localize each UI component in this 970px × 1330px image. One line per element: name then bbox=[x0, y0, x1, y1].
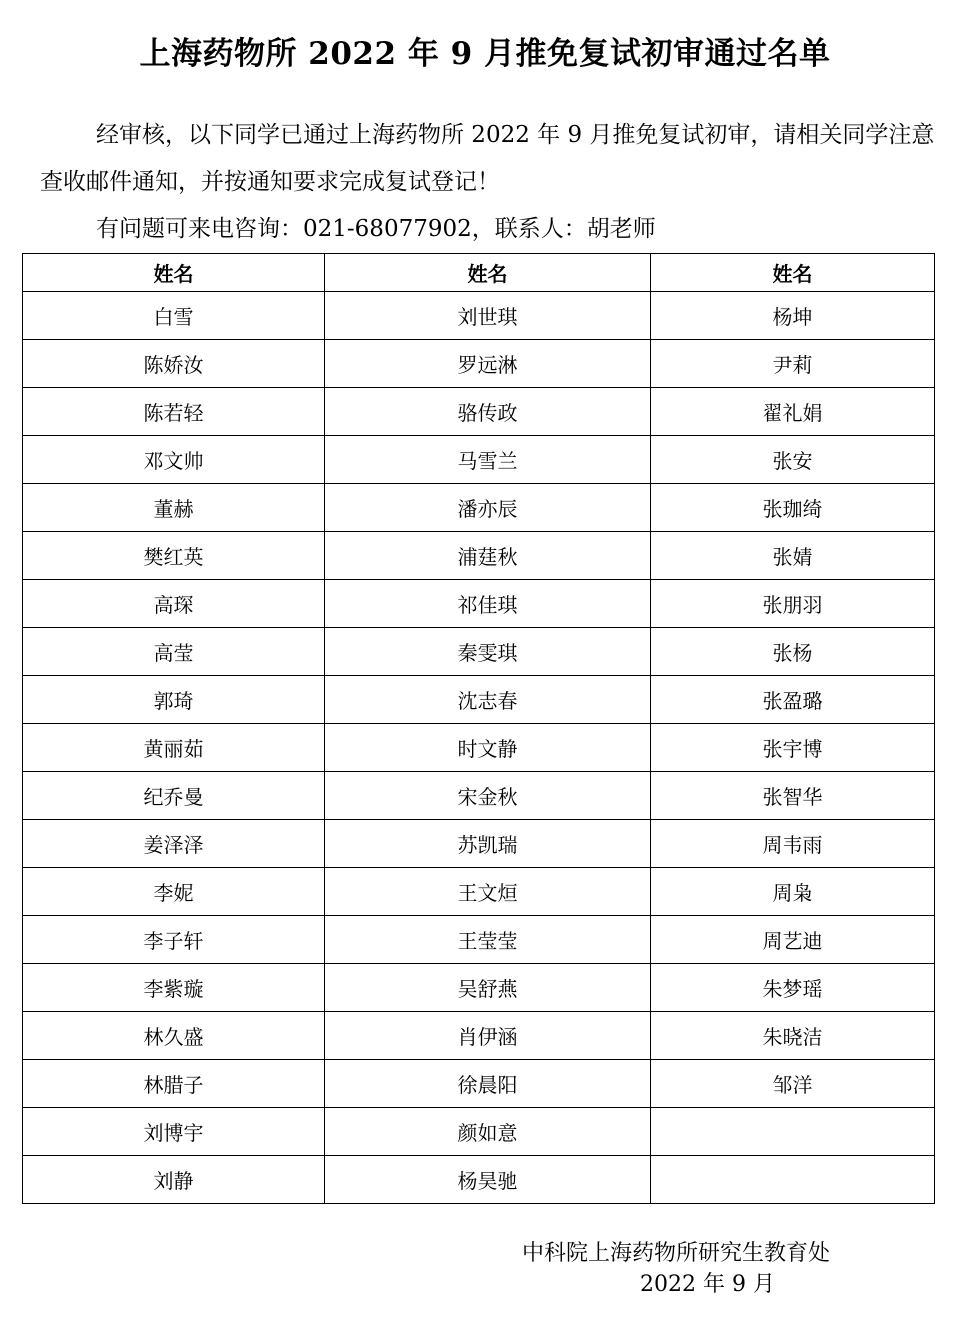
table-row bbox=[23, 724, 935, 772]
name-cell: 姜泽泽 bbox=[23, 820, 325, 868]
name-cell: 林腊子 bbox=[23, 1060, 325, 1108]
name-cell: 潘亦辰 bbox=[325, 484, 651, 532]
column-header: 姓名 bbox=[651, 254, 935, 292]
contact-paragraph: 有问题可来电咨询：021-68077902，联系人：胡老师 bbox=[96, 216, 656, 242]
name-cell: 时文静 bbox=[325, 724, 651, 772]
table-row bbox=[23, 532, 935, 580]
name-cell: 肖伊涵 bbox=[325, 1012, 651, 1060]
name-cell: 马雪兰 bbox=[325, 436, 651, 484]
table-row bbox=[23, 868, 935, 916]
name-cell bbox=[651, 1108, 935, 1156]
table-row bbox=[23, 436, 935, 484]
table-row bbox=[23, 772, 935, 820]
name-cell: 邹洋 bbox=[651, 1060, 935, 1108]
name-cell: 高莹 bbox=[23, 628, 325, 676]
name-cell: 陈若轻 bbox=[23, 388, 325, 436]
name-cell: 周艺迪 bbox=[651, 916, 935, 964]
name-cell: 张安 bbox=[651, 436, 935, 484]
name-cell: 朱晓洁 bbox=[651, 1012, 935, 1060]
name-cell: 张杨 bbox=[651, 628, 935, 676]
name-cell: 杨坤 bbox=[651, 292, 935, 340]
table-row bbox=[23, 1012, 935, 1060]
name-cell: 刘世琪 bbox=[325, 292, 651, 340]
name-cell: 林久盛 bbox=[23, 1012, 325, 1060]
name-cell: 罗远淋 bbox=[325, 340, 651, 388]
name-cell: 李子轩 bbox=[23, 916, 325, 964]
table-row bbox=[23, 916, 935, 964]
table-row bbox=[23, 340, 935, 388]
name-cell: 白雪 bbox=[23, 292, 325, 340]
name-cell: 王莹莹 bbox=[325, 916, 651, 964]
column-header: 姓名 bbox=[325, 254, 651, 292]
name-cell: 郭琦 bbox=[23, 676, 325, 724]
table-row bbox=[23, 388, 935, 436]
name-cell: 周韦雨 bbox=[651, 820, 935, 868]
name-cell: 杨昊驰 bbox=[325, 1156, 651, 1204]
name-cell: 尹莉 bbox=[651, 340, 935, 388]
name-cell: 秦雯琪 bbox=[325, 628, 651, 676]
table-row bbox=[23, 580, 935, 628]
name-cell: 翟礼娟 bbox=[651, 388, 935, 436]
table-row bbox=[23, 484, 935, 532]
name-cell: 沈志春 bbox=[325, 676, 651, 724]
name-cell: 王文烜 bbox=[325, 868, 651, 916]
name-cell: 邓文帅 bbox=[23, 436, 325, 484]
name-cell: 徐晨阳 bbox=[325, 1060, 651, 1108]
name-cell: 颜如意 bbox=[325, 1108, 651, 1156]
notice-paragraph: 经审核，以下同学已通过上海药物所 2022 年 9 月推免复试初审，请相关同学注意查收邮件通知，并按通知要求完成复试登记！ bbox=[40, 122, 935, 195]
names-table bbox=[22, 253, 935, 1204]
name-cell: 朱梦瑶 bbox=[651, 964, 935, 1012]
page-title: 上海药物所 2022 年 9 月推免复试初审通过名单 bbox=[139, 36, 831, 72]
footer-date: 2022 年 9 月 bbox=[640, 1272, 775, 1297]
table-row bbox=[23, 1156, 935, 1204]
table-row bbox=[23, 292, 935, 340]
column-header: 姓名 bbox=[23, 254, 325, 292]
name-cell: 张智华 bbox=[651, 772, 935, 820]
name-cell: 苏凯瑞 bbox=[325, 820, 651, 868]
name-cell: 祁佳琪 bbox=[325, 580, 651, 628]
table-header-row bbox=[23, 254, 935, 292]
name-cell: 宋金秋 bbox=[325, 772, 651, 820]
name-cell: 李紫璇 bbox=[23, 964, 325, 1012]
table-row bbox=[23, 628, 935, 676]
name-cell: 陈娇汝 bbox=[23, 340, 325, 388]
name-cell: 张盈璐 bbox=[651, 676, 935, 724]
name-cell bbox=[651, 1156, 935, 1204]
table-row bbox=[23, 964, 935, 1012]
name-cell: 李妮 bbox=[23, 868, 325, 916]
name-cell: 刘博宇 bbox=[23, 1108, 325, 1156]
name-cell: 骆传政 bbox=[325, 388, 651, 436]
footer-organization: 中科院上海药物所研究生教育处 bbox=[522, 1241, 831, 1266]
name-cell: 张宇博 bbox=[651, 724, 935, 772]
table-row bbox=[23, 820, 935, 868]
name-cell: 高琛 bbox=[23, 580, 325, 628]
name-cell: 张朋羽 bbox=[651, 580, 935, 628]
name-cell: 张珈绮 bbox=[651, 484, 935, 532]
name-cell: 浦莛秋 bbox=[325, 532, 651, 580]
table-row bbox=[23, 676, 935, 724]
table-row bbox=[23, 1060, 935, 1108]
name-cell: 张婧 bbox=[651, 532, 935, 580]
name-cell: 刘静 bbox=[23, 1156, 325, 1204]
name-cell: 周枭 bbox=[651, 868, 935, 916]
name-cell: 董赫 bbox=[23, 484, 325, 532]
name-cell: 吴舒燕 bbox=[325, 964, 651, 1012]
table-row bbox=[23, 1108, 935, 1156]
name-cell: 樊红英 bbox=[23, 532, 325, 580]
name-cell: 黄丽茹 bbox=[23, 724, 325, 772]
table-body bbox=[23, 292, 935, 1204]
name-cell: 纪乔曼 bbox=[23, 772, 325, 820]
